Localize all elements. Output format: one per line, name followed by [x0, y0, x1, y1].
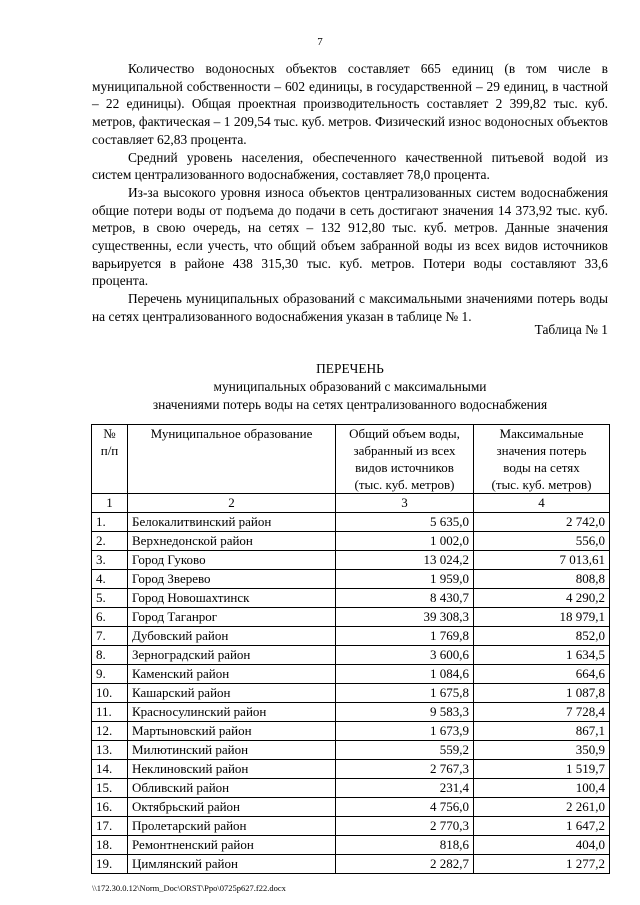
row-municipality: Дубовский район [128, 627, 336, 646]
row-municipality: Город Таганрог [128, 608, 336, 627]
column-index: 2 [128, 494, 336, 513]
row-municipality: Октябрьский район [128, 798, 336, 817]
row-total-volume: 39 308,3 [336, 608, 474, 627]
row-max-losses: 556,0 [474, 532, 610, 551]
row-number: 19. [92, 855, 128, 874]
row-total-volume: 1 769,8 [336, 627, 474, 646]
row-municipality: Цимлянский район [128, 855, 336, 874]
table-row [92, 646, 610, 665]
row-number: 3. [92, 551, 128, 570]
row-number: 12. [92, 722, 128, 741]
row-total-volume: 2 767,3 [336, 760, 474, 779]
table-row [92, 551, 610, 570]
header-municipality [128, 425, 336, 494]
row-total-volume: 4 756,0 [336, 798, 474, 817]
paragraph-water-losses: Из-за высокого уровня износа объектов централизованных систем водоснабжения общие потери воды от подъема до подачи в сеть достигают значения 14 373,92 тыс. куб. метров, в свою очередь, на сетях – 132 912,80 тыс. куб. метров. Данные значения существенны, если учесть, что общий объем забранной воды из всех видов источников варьируется в районе 438 315,30 тыс. куб. метров. Потери воды составляют 33,6 процента. [92, 184, 608, 289]
water-losses-table [91, 424, 610, 874]
row-number: 8. [92, 646, 128, 665]
row-number: 1. [92, 513, 128, 532]
row-max-losses: 1 519,7 [474, 760, 610, 779]
table-row [92, 760, 610, 779]
row-total-volume: 9 583,3 [336, 703, 474, 722]
row-total-volume: 559,2 [336, 741, 474, 760]
table-row [92, 627, 610, 646]
row-municipality: Красносулинский район [128, 703, 336, 722]
row-municipality: Город Зверево [128, 570, 336, 589]
row-total-volume: 231,4 [336, 779, 474, 798]
page-number: 7 [317, 36, 323, 48]
row-max-losses: 664,6 [474, 665, 610, 684]
paragraph-population-level: Средний уровень населения, обеспеченного качественной питьевой водой из систем централизованного водоснабжения, составляет 78,0 процента. [92, 149, 608, 183]
row-number: 4. [92, 570, 128, 589]
table-row [92, 798, 610, 817]
row-number: 2. [92, 532, 128, 551]
table-row [92, 532, 610, 551]
row-max-losses: 18 979,1 [474, 608, 610, 627]
header-text: Общий объем воды, [349, 426, 460, 441]
row-max-losses: 2 261,0 [474, 798, 610, 817]
row-municipality: Ремонтненский район [128, 836, 336, 855]
row-total-volume: 1 002,0 [336, 532, 474, 551]
row-max-losses: 350,9 [474, 741, 610, 760]
body-text [92, 60, 608, 326]
row-number: 14. [92, 760, 128, 779]
row-number: 7. [92, 627, 128, 646]
header-num [92, 425, 128, 494]
header-text: забранный из всех [353, 443, 456, 458]
row-municipality: Белокалитвинский район [128, 513, 336, 532]
row-total-volume: 13 024,2 [336, 551, 474, 570]
row-total-volume: 3 600,6 [336, 646, 474, 665]
header-text: Муниципальное образование [150, 426, 313, 441]
table-header-row [92, 425, 610, 494]
paragraph-table-reference: Перечень муниципальных образований с максимальными значениями потерь воды на сетях централизованного водоснабжения указан в таблице № 1. [92, 291, 608, 324]
row-number: 11. [92, 703, 128, 722]
row-total-volume: 1 675,8 [336, 684, 474, 703]
table-row [92, 722, 610, 741]
row-max-losses: 7 728,4 [474, 703, 610, 722]
table-title-line: значениями потерь воды на сетях централизованного водоснабжения [152, 397, 548, 412]
column-index-row [92, 494, 610, 513]
row-max-losses: 1 277,2 [474, 855, 610, 874]
row-number: 9. [92, 665, 128, 684]
header-text: (тыс. куб. метров) [354, 477, 455, 492]
row-max-losses: 867,1 [474, 722, 610, 741]
row-number: 10. [92, 684, 128, 703]
table-title-line: муниципальных образований с максимальными [213, 379, 487, 394]
header-text: воды на сетях [503, 460, 580, 475]
header-max-losses [474, 425, 610, 494]
table-row [92, 665, 610, 684]
row-total-volume: 2 770,3 [336, 817, 474, 836]
row-max-losses: 1 087,8 [474, 684, 610, 703]
header-text: (тыс. куб. метров) [491, 477, 592, 492]
column-index: 1 [92, 494, 128, 513]
row-total-volume: 8 430,7 [336, 589, 474, 608]
column-index: 4 [474, 494, 610, 513]
table-row [92, 836, 610, 855]
row-number: 13. [92, 741, 128, 760]
table-row [92, 570, 610, 589]
footer-file-path: \\172.30.0.12\Norm_Doc\ORST\Ppo\0725p627.f22.docx [92, 883, 286, 893]
row-total-volume: 818,6 [336, 836, 474, 855]
header-text: Максимальные [499, 426, 584, 441]
row-number: 17. [92, 817, 128, 836]
header-total-volume [336, 425, 474, 494]
paragraph-water-objects: Количество водоносных объектов составляет 665 единиц (в том числе в муниципальной собственности – 602 единицы, в государственной – 29 единиц, в частной – 22 единицы). Общая проектная производительность составляет 2 399,82 тыс. куб. метров, фактическая – 1 209,54 тыс. куб. метров. Физический износ водоносных объектов составляет 62,83 процента. [92, 61, 608, 147]
row-max-losses: 852,0 [474, 627, 610, 646]
row-max-losses: 100,4 [474, 779, 610, 798]
row-max-losses: 2 742,0 [474, 513, 610, 532]
header-text: значения потерь [496, 443, 587, 458]
table-row [92, 589, 610, 608]
row-number: 16. [92, 798, 128, 817]
row-municipality: Город Гуково [128, 551, 336, 570]
row-municipality: Пролетарский район [128, 817, 336, 836]
table-caption: Таблица № 1 [534, 322, 608, 337]
row-number: 18. [92, 836, 128, 855]
row-municipality: Кашарский район [128, 684, 336, 703]
table-row [92, 855, 610, 874]
row-municipality: Мартыновский район [128, 722, 336, 741]
row-max-losses: 7 013,61 [474, 551, 610, 570]
row-max-losses: 4 290,2 [474, 589, 610, 608]
row-max-losses: 808,8 [474, 570, 610, 589]
table-row [92, 779, 610, 798]
header-text: № [103, 426, 116, 441]
row-total-volume: 1 084,6 [336, 665, 474, 684]
table-title [92, 360, 608, 414]
row-municipality: Зерноградский район [128, 646, 336, 665]
row-number: 15. [92, 779, 128, 798]
table-row [92, 684, 610, 703]
table-row [92, 817, 610, 836]
row-max-losses: 1 634,5 [474, 646, 610, 665]
header-text: видов источников [355, 460, 454, 475]
table-row [92, 703, 610, 722]
row-max-losses: 1 647,2 [474, 817, 610, 836]
row-municipality: Верхнедонской район [128, 532, 336, 551]
row-municipality: Город Новошахтинск [128, 589, 336, 608]
row-number: 5. [92, 589, 128, 608]
row-municipality: Неклиновский район [128, 760, 336, 779]
table-title-line: ПЕРЕЧЕНЬ [316, 361, 384, 376]
row-total-volume: 2 282,7 [336, 855, 474, 874]
header-text: п/п [100, 443, 119, 458]
row-municipality: Обливский район [128, 779, 336, 798]
row-number: 6. [92, 608, 128, 627]
table-row [92, 513, 610, 532]
table-row [92, 608, 610, 627]
table-row [92, 741, 610, 760]
column-index: 3 [336, 494, 474, 513]
row-total-volume: 1 959,0 [336, 570, 474, 589]
row-municipality: Каменский район [128, 665, 336, 684]
row-total-volume: 5 635,0 [336, 513, 474, 532]
row-max-losses: 404,0 [474, 836, 610, 855]
row-total-volume: 1 673,9 [336, 722, 474, 741]
row-municipality: Милютинский район [128, 741, 336, 760]
